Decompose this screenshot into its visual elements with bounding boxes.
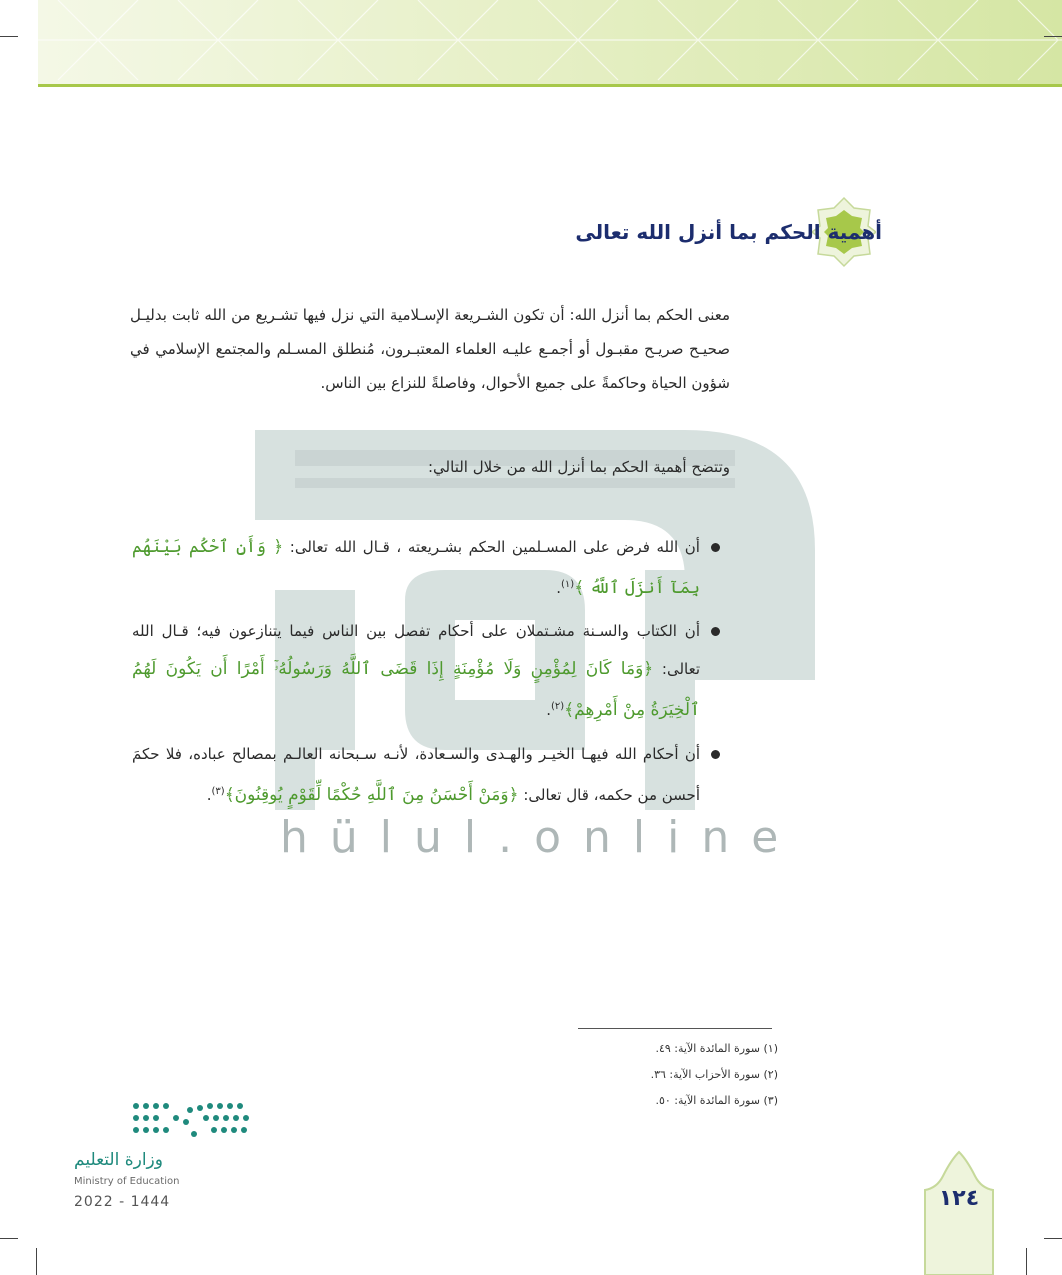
list-item: أن الكتاب والسـنة مشـتملان على أحكام تفصل بين الناس فيما يتنازعون فيه؛ قـال الله تعالى: ﴿وَمَا كَانَ لِمُؤْمِنٍ وَلَا مُؤْمِنَةٍ إِذَا قَضَى ٱللَّهُ وَرَسُولُهُۥٓ أَمْرًا أَن يَكُونَ لَهُمُ ٱلْخِيَرَةُ مِنْ أَمْرِهِمْ﴾$^{(٢)}$.: [132, 612, 730, 729]
banner-divider-line: [38, 84, 1062, 87]
crop-mark: [1044, 1238, 1062, 1239]
footnote-ref: (٢): [550, 701, 565, 712]
bullet-icon: [711, 750, 720, 759]
bullet-text: أن الله فرض على المسـلمين الحكم بشـريعته ، قـال الله تعالى:: [289, 538, 700, 556]
bullet-icon: [711, 627, 720, 636]
geometric-pattern-icon: [38, 0, 1062, 84]
top-decorative-banner: [38, 0, 1062, 86]
bullet-text: أن أحكام الله فيهـا الخيـر والهـدى والسـعادة، لأنـه سـبحانه العالـم بمصالح عباده، فلا حكمَ أحسن من حكمه، قال تعالى:: [132, 745, 700, 804]
edition-year: 2022 - 1444: [74, 1194, 171, 1210]
ministry-name-english: Ministry of Education: [74, 1176, 180, 1187]
footnote-ref: (١): [561, 579, 575, 590]
quran-verse: ﴿ وَأَنِ ٱحْكُم بَيْنَهُم بِمَآ أَنزَلَ ٱللَّهُ ﴾: [132, 537, 700, 598]
footnote-item: (٢) سورة الأحزاب الآية: ٣٦.: [650, 1068, 778, 1081]
crop-mark: [0, 1238, 18, 1239]
bullet-text: أن الكتاب والسـنة مشـتملان على أحكام تفصل بين الناس فيما يتنازعون فيه؛ قـال الله تعالى:: [132, 622, 700, 678]
bullet-icon: [711, 543, 720, 552]
watermark-text: hülul.online: [280, 812, 801, 863]
list-item: أن أحكام الله فيهـا الخيـر والهـدى والسـعادة، لأنـه سـبحانه العالـم بمصالح عباده، فلا حكمَ أحسن من حكمه، قال تعالى: ﴿وَمَنْ أَحْسَنُ مِنَ ٱللَّهِ حُكْمًا لِّقَوْمٍ يُوقِنُونَ﴾$^{(٣)}$.: [132, 735, 730, 814]
page-number: ١٢٤: [938, 1186, 980, 1211]
intro-paragraph: وتتضح أهمية الحكم بما أنزل الله من خلال التالي:: [428, 458, 730, 476]
crop-mark: [36, 1248, 37, 1275]
ministry-logo-icon: [130, 1100, 252, 1142]
footnote-item: (١) سورة المائدة الآية: ٤٩.: [655, 1042, 778, 1055]
definition-paragraph: معنى الحكم بما أنزل الله: أن تكون الشـريعة الإسـلامية التي نزل فيها تشـريع من الله ثابت بدليـل صحيـح صريـح مقبـول أو أجمـع عليـه العلماء المعتبـرون، مُنطلق المسـلم والمجتمع الإسلامي في شؤون الحياة وحاكمةً على جميع الأحوال، وفاصلةً للنزاع بين الناس.: [130, 306, 730, 392]
footnote-item: (٣) سورة المائدة الآية: ٥٠.: [655, 1094, 778, 1107]
quran-verse: ﴿وَمَا كَانَ لِمُؤْمِنٍ وَلَا مُؤْمِنَةٍ إِذَا قَضَى ٱللَّهُ وَرَسُولُهُۥٓ أَمْرًا أَن يَكُونَ لَهُمُ ٱلْخِيَرَةُ مِنْ أَمْرِهِمْ﴾: [132, 659, 700, 720]
footnotes: [560, 1036, 778, 1114]
footnote-ref: (٣): [211, 786, 225, 797]
footnote-divider: [578, 1028, 772, 1029]
page-tab-icon: [923, 1150, 995, 1275]
crop-mark: [0, 36, 18, 37]
crop-mark: [1044, 36, 1062, 37]
section-heading: [575, 212, 882, 252]
list-item: أن الله فرض على المسـلمين الحكم بشـريعته ، قـال الله تعالى: ﴿ وَأَنِ ٱحْكُم بَيْنَهُم بِمَآ أَنزَلَ ٱللَّهُ ﴾$^{(١)}$.: [132, 528, 730, 607]
crop-mark: [1026, 1248, 1027, 1275]
ministry-name-arabic: وزارة التعليم: [74, 1150, 163, 1170]
quran-verse: ﴿وَمَنْ أَحْسَنُ مِنَ ٱللَّهِ حُكْمًا لِّقَوْمٍ يُوقِنُونَ﴾: [224, 785, 519, 805]
section-title: أهمية الحكم بما أنزل الله تعالى: [575, 220, 882, 244]
